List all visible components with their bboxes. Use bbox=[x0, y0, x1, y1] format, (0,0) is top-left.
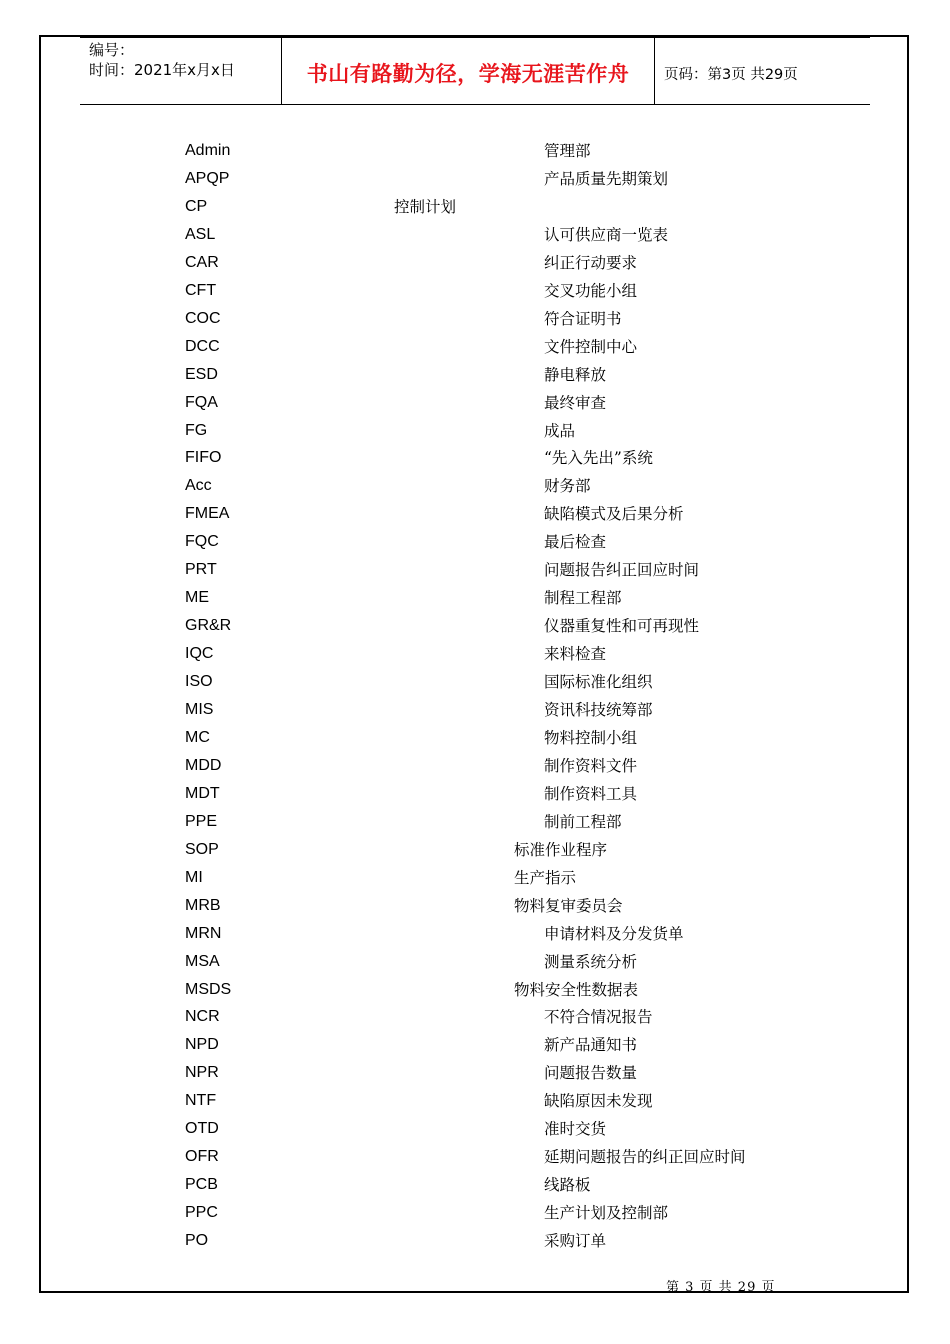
abbreviation: MC bbox=[185, 728, 210, 746]
glossary-row bbox=[0, 892, 950, 920]
term-definition: 生产计划及控制部 bbox=[544, 1204, 669, 1223]
term-definition: 财务部 bbox=[544, 477, 591, 496]
abbreviation: MSDS bbox=[185, 980, 232, 998]
abbreviation: MRB bbox=[185, 896, 221, 914]
glossary-row bbox=[0, 836, 950, 864]
glossary-row bbox=[0, 528, 950, 556]
glossary-row bbox=[0, 584, 950, 612]
abbreviation: MDD bbox=[185, 756, 222, 774]
abbreviation: PCB bbox=[185, 1176, 218, 1194]
abbreviation: PPE bbox=[185, 812, 218, 830]
term-definition: 准时交货 bbox=[544, 1120, 607, 1139]
glossary-row bbox=[0, 696, 950, 724]
abbreviation: MRN bbox=[185, 924, 222, 942]
term-definition: 物料复审委员会 bbox=[514, 896, 623, 915]
glossary-row bbox=[0, 305, 950, 333]
glossary-row bbox=[0, 221, 950, 249]
term-definition: 不符合情况报告 bbox=[544, 1008, 653, 1027]
glossary-row bbox=[0, 277, 950, 305]
abbreviation: FIFO bbox=[185, 449, 222, 467]
term-definition: 控制计划 bbox=[394, 197, 457, 216]
abbreviation: APQP bbox=[185, 169, 230, 187]
abbreviation: MSA bbox=[185, 952, 220, 970]
glossary-row bbox=[0, 472, 950, 500]
glossary-row bbox=[0, 1199, 950, 1227]
glossary-row bbox=[0, 500, 950, 528]
header-motto: 书山有路勤为径，学海无涯苦作舟 bbox=[306, 61, 630, 86]
term-definition: 制程工程部 bbox=[544, 589, 622, 608]
header-bottom-rule bbox=[80, 104, 870, 105]
term-definition: 成品 bbox=[544, 421, 576, 440]
glossary-row bbox=[0, 864, 950, 892]
abbreviation: CFT bbox=[185, 281, 217, 299]
glossary-row bbox=[0, 333, 950, 361]
term-definition: 问题报告数量 bbox=[544, 1064, 638, 1083]
abbreviation: ESD bbox=[185, 365, 218, 383]
abbreviation: PRT bbox=[185, 561, 217, 579]
term-definition: 交叉功能小组 bbox=[544, 281, 638, 300]
document-number-label: 编号： bbox=[89, 41, 135, 59]
abbreviation: FQA bbox=[185, 393, 218, 411]
term-definition: 标准作业程序 bbox=[514, 840, 608, 859]
abbreviation: COC bbox=[185, 309, 221, 327]
abbreviation: ME bbox=[185, 589, 209, 607]
term-definition: 仪器重复性和可再现性 bbox=[544, 617, 700, 636]
term-definition: 认可供应商一览表 bbox=[544, 225, 669, 244]
abbreviation: NPD bbox=[185, 1036, 219, 1054]
term-definition: 问题报告纠正回应时间 bbox=[544, 561, 700, 580]
abbreviation: SOP bbox=[185, 840, 219, 858]
term-definition: 物料安全性数据表 bbox=[514, 980, 639, 999]
abbreviation: OFR bbox=[185, 1148, 219, 1166]
term-definition: 测量系统分析 bbox=[544, 952, 638, 971]
glossary-row bbox=[0, 556, 950, 584]
glossary-row bbox=[0, 137, 950, 165]
abbreviation: FQC bbox=[185, 533, 219, 551]
term-definition: 新产品通知书 bbox=[544, 1036, 638, 1055]
term-definition: 缺陷模式及后果分析 bbox=[544, 505, 684, 524]
header-page-info: 页码：第3页 共29页 bbox=[664, 67, 798, 83]
term-definition: 缺陷原因未发现 bbox=[544, 1092, 653, 1111]
header-meta bbox=[89, 40, 235, 80]
glossary-row bbox=[0, 668, 950, 696]
term-definition: 延期问题报告的纠正回应时间 bbox=[544, 1148, 746, 1167]
abbreviation: FMEA bbox=[185, 505, 230, 523]
glossary-row bbox=[0, 780, 950, 808]
abbreviation: IQC bbox=[185, 645, 214, 663]
abbreviation: NPR bbox=[185, 1064, 219, 1082]
abbreviation: NTF bbox=[185, 1092, 217, 1110]
abbreviation: Acc bbox=[185, 477, 212, 495]
glossary-row bbox=[0, 1171, 950, 1199]
glossary-row bbox=[0, 389, 950, 417]
abbreviation: CAR bbox=[185, 253, 219, 271]
term-definition: 制前工程部 bbox=[544, 812, 622, 831]
glossary-row bbox=[0, 920, 950, 948]
term-definition: 制作资料文件 bbox=[544, 756, 638, 775]
abbreviation: DCC bbox=[185, 337, 220, 355]
glossary-row bbox=[0, 1059, 950, 1087]
term-definition: 最终审查 bbox=[544, 393, 607, 412]
term-definition: 纠正行动要求 bbox=[544, 253, 638, 272]
abbreviation: MI bbox=[185, 868, 203, 886]
glossary-row bbox=[0, 1143, 950, 1171]
term-definition: 申请材料及分发货单 bbox=[544, 924, 684, 943]
term-definition: 生产指示 bbox=[514, 868, 577, 887]
term-definition: 物料控制小组 bbox=[544, 728, 638, 747]
term-definition: 来料检查 bbox=[544, 645, 607, 664]
glossary-row bbox=[0, 361, 950, 389]
term-definition: 国际标准化组织 bbox=[544, 673, 653, 692]
glossary-row bbox=[0, 808, 950, 836]
abbreviation: MDT bbox=[185, 784, 220, 802]
term-definition: 产品质量先期策划 bbox=[544, 169, 669, 188]
term-definition: “先入先出”系统 bbox=[544, 449, 653, 468]
glossary-row bbox=[0, 724, 950, 752]
glossary-row bbox=[0, 249, 950, 277]
term-definition: 制作资料工具 bbox=[544, 784, 638, 803]
abbreviation: PPC bbox=[185, 1204, 218, 1222]
glossary-row bbox=[0, 752, 950, 780]
glossary-row bbox=[0, 444, 950, 472]
term-definition: 文件控制中心 bbox=[544, 337, 638, 356]
abbreviation: FG bbox=[185, 421, 208, 439]
abbreviation: OTD bbox=[185, 1120, 219, 1138]
term-definition: 线路板 bbox=[544, 1176, 591, 1195]
document-date: 时间：2021年x月x日 bbox=[89, 61, 235, 79]
glossary-row bbox=[0, 1031, 950, 1059]
abbreviation: ISO bbox=[185, 673, 213, 691]
glossary-row bbox=[0, 1115, 950, 1143]
term-definition: 符合证明书 bbox=[544, 309, 622, 328]
term-definition: 管理部 bbox=[544, 142, 591, 160]
abbreviation: ASL bbox=[185, 225, 216, 243]
abbreviation: PO bbox=[185, 1232, 209, 1250]
header-divider-right bbox=[654, 37, 655, 105]
header-top-rule bbox=[80, 37, 870, 38]
abbreviation: GR&R bbox=[185, 617, 232, 635]
abbreviation: NCR bbox=[185, 1008, 220, 1026]
glossary-row bbox=[0, 1227, 950, 1255]
glossary-row bbox=[0, 193, 950, 221]
glossary-row bbox=[0, 165, 950, 193]
glossary-row bbox=[0, 1087, 950, 1115]
glossary-row bbox=[0, 612, 950, 640]
glossary-row bbox=[0, 976, 950, 1004]
abbreviation: Admin bbox=[185, 142, 231, 159]
abbreviation: MIS bbox=[185, 701, 214, 718]
glossary-row bbox=[0, 640, 950, 668]
glossary-row bbox=[0, 417, 950, 445]
glossary-row bbox=[0, 948, 950, 976]
footer-page-number: 第 3 页 共 29 页 bbox=[666, 1280, 776, 1295]
term-definition: 最后检查 bbox=[544, 533, 607, 552]
term-definition: 资讯科技统筹部 bbox=[544, 701, 653, 719]
term-definition: 采购订单 bbox=[544, 1232, 607, 1251]
abbreviation: CP bbox=[185, 197, 208, 215]
glossary-row bbox=[0, 1003, 950, 1031]
term-definition: 静电释放 bbox=[544, 365, 607, 384]
